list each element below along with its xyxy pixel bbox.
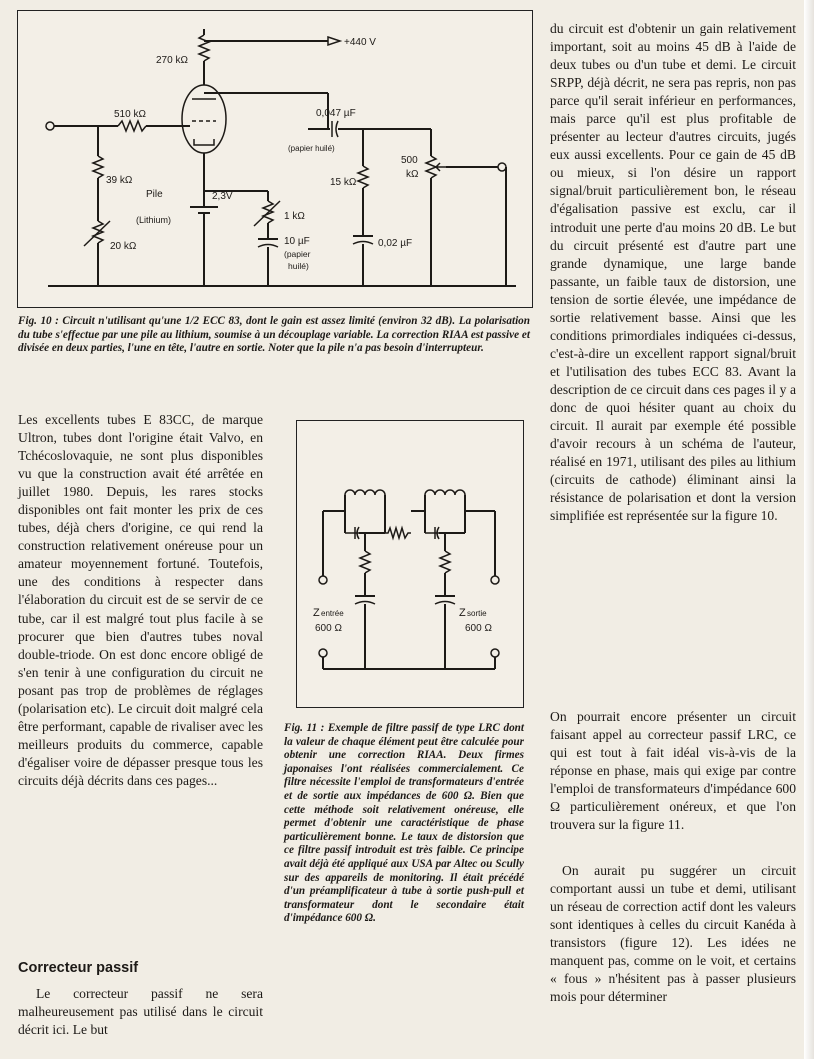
figure-11 <box>296 420 524 708</box>
label-0047uf: 0,047 µF <box>316 108 356 119</box>
resistor-510k <box>118 121 146 131</box>
inductor-2 <box>425 490 465 495</box>
output-terminal <box>498 163 506 171</box>
resistor-15k <box>358 166 368 188</box>
resistor-shunt-2 <box>440 551 450 573</box>
figure-10 <box>17 10 533 308</box>
label-500: 500 <box>401 155 418 166</box>
label-z-out: Z <box>459 607 466 619</box>
figure-11-caption: Fig. 11 : Exemple de filtre passif de type LRC dont la valeur de chaque élément peut être calculée pour obtenir une correction RIAA. Deux firmes japonaises l'ont réalisées commercialement. Ce filtre nécessite l'emploi de transformateurs d'entrée et de sortie aux impédances de 600 Ω. Bien que cette méthode soit relativement onéreuse, elle permet d'obtenir une caractéristique de phase particulièrement bonne. Le taux de distorsion que ce filtre passif introduit est très faible. Ce principe avait déjà été appliqué aux USA par Altec ou Scully sur des appareils de monitoring. Il était précédé d'un préamplificateur à tube à sortie push-pull et transformateur dont le secondaire était d'impédance 600 Ω. <box>284 722 524 925</box>
label-z-in-value: 600 Ω <box>315 623 342 634</box>
output-terminal-top <box>491 576 499 584</box>
resistor-270k <box>199 35 209 61</box>
resistor-39k <box>93 156 103 178</box>
label-10uf: 10 µF <box>284 236 310 247</box>
right-paragraph-2: On pourrait encore présenter un circuit faisant appel au correcteur passif LRC, ce qui est tout à fait idéal vis-à-vis de la réponse en phase, mais qui exige par contre l'emploi de transformateurs d'impédance 600 Ω particulièrement onéreux, et que l'on trouvera sur la figure 11. <box>550 709 796 833</box>
label-papier-huile: (papier huilé) <box>288 144 335 153</box>
pot-500k <box>426 156 436 178</box>
label-lithium: (Lithium) <box>136 215 172 225</box>
left-paragraph-1: Les excellents tubes E 83CC, de marque Ultron, tubes dont l'origine était Valvo, en Tchécoslovaquie, ne sont plus disponibles vu que la construction avait été arrêtée en juillet 1980. Depuis, les rares stocks disponibles ont fait monter les prix de ces tubes, déjà chers d'origine, ce qui rend la construction relativement onéreuse pour un amateur moyennement fortuné. Toutefois, une des conditions à respecter dans l'élaboration du circuit est de se servir de ce tube, car il est malgré tout plus facile à se procurer que bien d'autres tubes noval double-triode. On est donc encore obligé de s'en tenir à une configuration du circuit ne posant pas trop de problèmes de réglages (polarisation etc). Le circuit doit malgré cela être performant, capable de rivaliser avec les meilleurs produits du commerce, capable d'égaliser voire de dépasser presque tous les circuits déjà décrits dans ces pages... <box>18 412 263 788</box>
inductor-1 <box>345 490 385 495</box>
label-15k: 15 kΩ <box>330 177 357 188</box>
page-edge <box>804 0 814 1059</box>
output-terminal-bottom <box>491 649 499 657</box>
right-paragraph-1: du circuit est d'obtenir un gain relativement important, soit au moins 45 dB à l'aide de deux tubes ou d'un tube et demi. Le circuit SRPP, déjà décrit, ne sera pas repris, non pas parce qu'il serait inférieur en performances, mais parce qu'il est plus profitable de présenter au lecteur d'autres circuits, jugés eux aussi excellents. Pour ce gain de 45 dB ou mieux, si l'on désire un rapport signal/bruit particulièrement bon, le réseau d'égalisation passive est exclu, car il introduit une perte d'au moins 20 dB. Le but du circuit présenté est d'autre part une grande dynamique, une large bande passante, un faible taux de distorsion, une tension de sortie élevée, une impédance de sortie relativement basse. Ainsi que les conditions primordiales indiquées ci-dessus, c'est-à-dire un excellent rapport signal/bruit et l'utilisation des tubes ECC 83. Avant la description de ce circuit dans ces pages il y a donc de quoi hésiter quant au choix du circuit. Il aurait par exemple été possible d'avoir recours à un schéma de l'auteur, réalisé en 1971, utilisant des piles au lithium (circuits de cathode) éliminant ainsi la résistance de polarisation et dont la version simplifiée est représentée sur la figure 10. <box>550 21 796 524</box>
label-20k: 20 kΩ <box>110 241 137 252</box>
label-500-unit: kΩ <box>406 169 419 180</box>
input-terminal <box>46 122 54 130</box>
figure-10-schematic <box>18 11 532 307</box>
label-1k: 1 kΩ <box>284 211 305 222</box>
input-terminal-top <box>319 576 327 584</box>
figure-11-schematic <box>297 421 523 707</box>
section-heading-correcteur-passif: Correcteur passif <box>18 960 139 976</box>
label-papier: (papier <box>284 249 311 259</box>
right-paragraph-3: On aurait pu suggérer un circuit comportant aussi un tube et demi, utilisant un réseau de correction actif dont les valeurs sont identiques à celles du circuit Kanéda à transistors (figure 12). Les idées ne manquent pas, comme on le voit, et certains « fous » n'hésitent pas à passer plusieurs mois pour déterminer <box>550 863 796 1005</box>
label-270k: 270 kΩ <box>156 55 188 66</box>
figure-10-caption: Fig. 10 : Circuit n'utilisant qu'une 1/2 ECC 83, dont le gain est assez limité (environ 32 dB). La polarisation du tube s'effectue par une pile au lithium, soumise à un découplage variable. La correction RIAA est passive et divisée en deux parties, l'une en tête, l'autre en sortie. Noter que la pile n'a pas besoin d'interrupteur. <box>18 315 530 355</box>
label-23v: 2,3V <box>212 191 233 202</box>
resistor-shunt-1 <box>360 551 370 573</box>
left-paragraph-2: Le correcteur passif ne sera malheureusement pas utilisé dans le circuit décrit ici. Le but <box>18 986 263 1038</box>
label-pile: Pile <box>146 189 163 200</box>
label-z-in-sub: entrée <box>321 609 344 618</box>
input-terminal-bottom <box>319 649 327 657</box>
label-z-out-value: 600 Ω <box>465 623 492 634</box>
label-440v: +440 V <box>344 37 376 48</box>
label-z-out-sub: sortie <box>467 609 487 618</box>
resistor-top-1 <box>385 528 411 538</box>
label-002uf: 0,02 µF <box>378 238 413 249</box>
tube-ecc83 <box>182 85 226 153</box>
label-39k: 39 kΩ <box>106 175 133 186</box>
label-huile: huilé) <box>288 261 309 271</box>
label-z-in: Z <box>313 607 320 619</box>
label-510k: 510 kΩ <box>114 109 146 120</box>
